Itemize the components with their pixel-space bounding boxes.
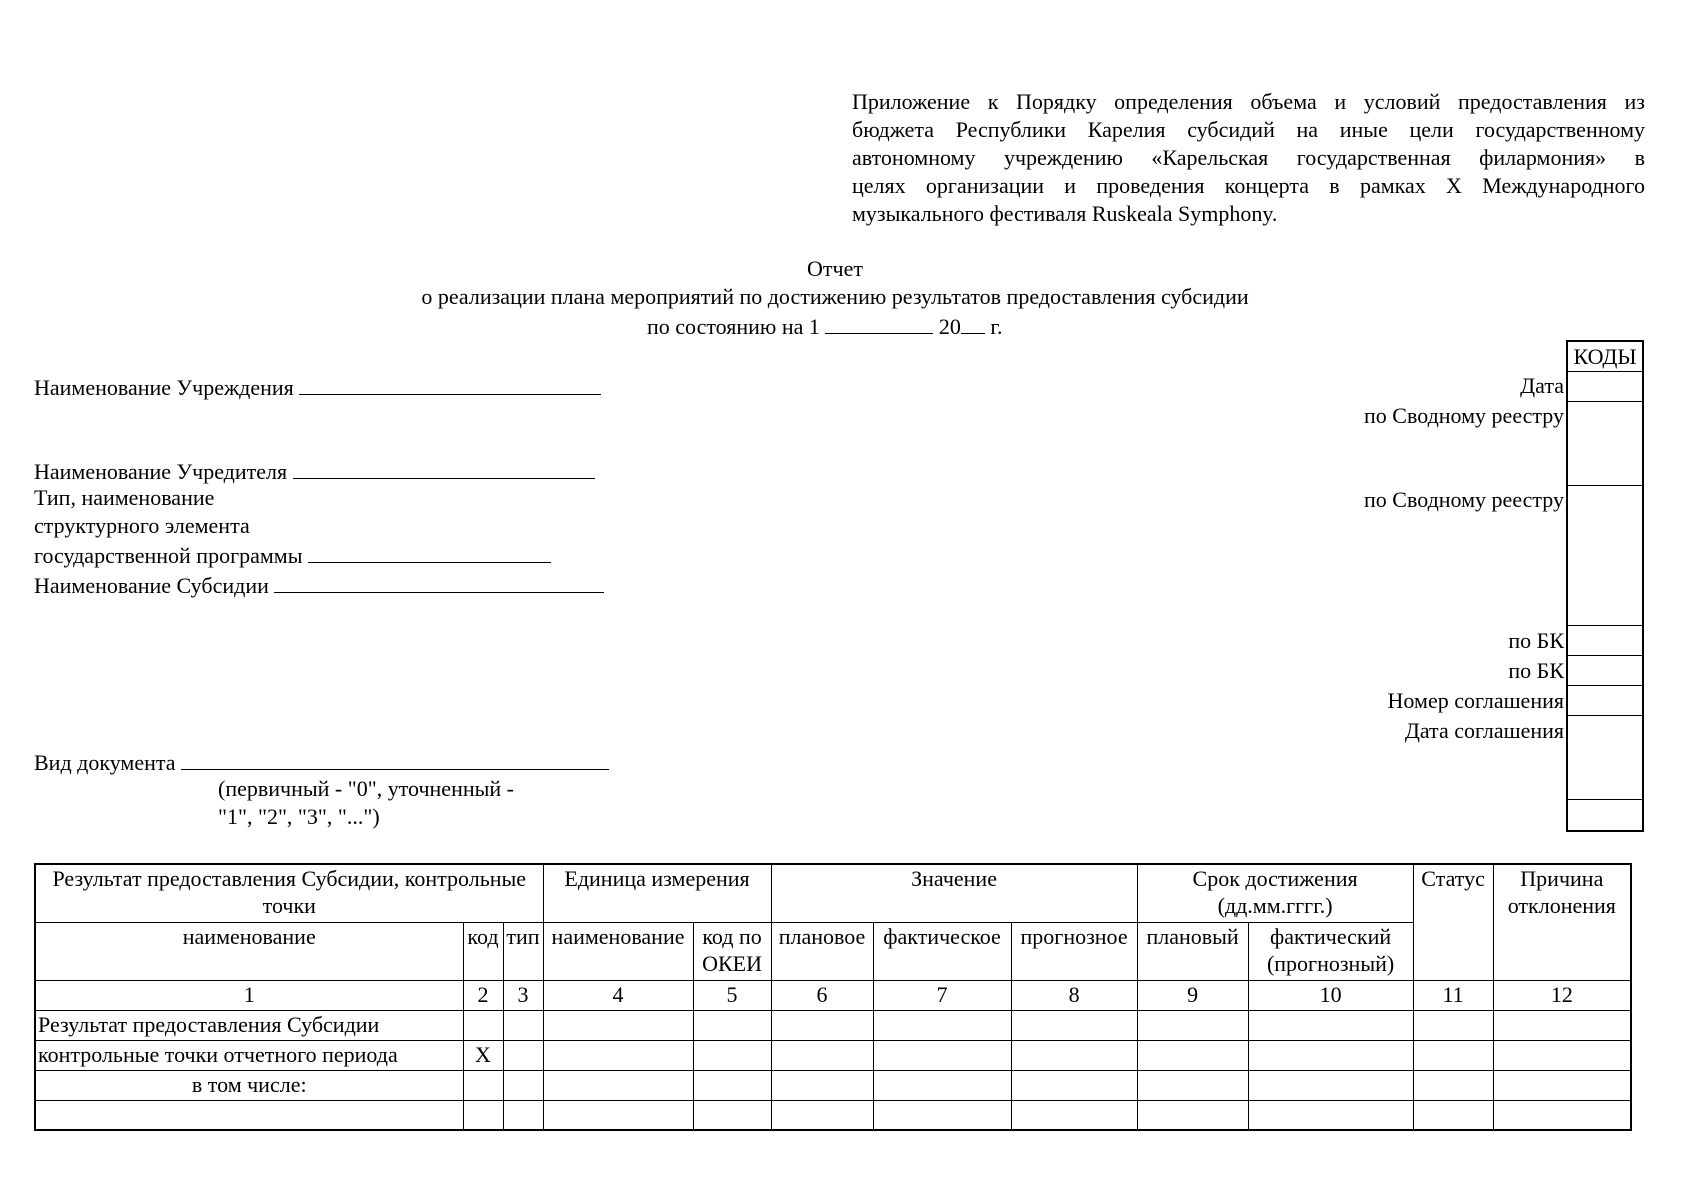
- table-cell[interactable]: [1413, 1100, 1493, 1130]
- subheader-type: тип: [503, 922, 543, 980]
- code-label-agreement-number: Номер соглашения: [1387, 688, 1564, 713]
- code-label-bk: по БК: [1508, 658, 1564, 683]
- col-number: 2: [463, 980, 503, 1010]
- table-cell[interactable]: [1493, 1100, 1631, 1130]
- program-label-3: государственной программы: [34, 543, 303, 568]
- date-year: 20: [938, 314, 961, 339]
- results-table: [34, 863, 1632, 1131]
- subheader-actual: фактическое: [873, 922, 1011, 980]
- year-blank[interactable]: [961, 311, 985, 334]
- report-subtitle: о реализации плана мероприятий по достижению результатов предоставления субсидии: [421, 284, 1249, 309]
- row-name[interactable]: Результат предоставления Субсидии: [35, 1010, 463, 1040]
- report-title: Отчет: [807, 256, 863, 281]
- program-field: [34, 540, 551, 570]
- subsidy-field: [34, 570, 604, 600]
- table-cell[interactable]: [503, 1070, 543, 1100]
- table-cell[interactable]: [1137, 1040, 1248, 1070]
- code-label-registry: по Сводному реестру: [1364, 403, 1564, 428]
- code-cell-registry[interactable]: [1568, 486, 1642, 626]
- subsidy-blank[interactable]: [274, 570, 604, 593]
- table-cell[interactable]: [543, 1010, 693, 1040]
- table-cell[interactable]: [873, 1070, 1011, 1100]
- founder-blank[interactable]: [293, 456, 595, 479]
- program-label-1: Тип, наименование: [34, 485, 215, 510]
- table-cell[interactable]: [693, 1100, 771, 1130]
- table-cell[interactable]: [1011, 1010, 1137, 1040]
- table-cell[interactable]: [1137, 1070, 1248, 1100]
- subsidy-label: Наименование Субсидии: [34, 573, 269, 598]
- column-number-row: [35, 980, 1631, 1010]
- table-cell[interactable]: [543, 1100, 693, 1130]
- month-blank[interactable]: [825, 311, 933, 334]
- code-cell-bk[interactable]: [1568, 656, 1642, 686]
- table-cell[interactable]: [771, 1040, 873, 1070]
- header-value: Значение: [771, 864, 1137, 922]
- table-cell[interactable]: [1248, 1010, 1413, 1040]
- table-cell[interactable]: [1248, 1040, 1413, 1070]
- row-name[interactable]: [35, 1100, 463, 1130]
- date-suffix: г.: [990, 314, 1003, 339]
- subheader-term-planned: плановый: [1137, 922, 1248, 980]
- table-cell[interactable]: [543, 1070, 693, 1100]
- codes-header: КОДЫ: [1568, 342, 1642, 372]
- doc-type-blank[interactable]: [181, 747, 609, 770]
- table-cell[interactable]: [1011, 1070, 1137, 1100]
- col-number: 8: [1011, 980, 1137, 1010]
- code-cell-registry[interactable]: [1568, 402, 1642, 486]
- table-cell[interactable]: [873, 1010, 1011, 1040]
- date-prefix: по состоянию на 1: [647, 314, 820, 339]
- col-number: 7: [873, 980, 1011, 1010]
- annex-line: автономному учреждению «Карельская государственная филармония» в: [852, 145, 1645, 170]
- doc-type-label: Вид документа: [34, 750, 176, 775]
- header-status: Статус: [1413, 864, 1493, 980]
- table-cell[interactable]: [771, 1070, 873, 1100]
- col-number: 9: [1137, 980, 1248, 1010]
- subheader-term-actual: фактический (прогнозный): [1248, 922, 1413, 980]
- table-cell[interactable]: [1413, 1010, 1493, 1040]
- subheader-okei: код по ОКЕИ: [693, 922, 771, 980]
- col-number: 6: [771, 980, 873, 1010]
- annex-line: музыкального фестиваля Ruskeala Symphony.: [852, 201, 1278, 226]
- col-number: 5: [693, 980, 771, 1010]
- table-cell[interactable]: [1011, 1100, 1137, 1130]
- code-cell-agreement-number[interactable]: [1568, 686, 1642, 716]
- subheader-code: код: [463, 922, 503, 980]
- col-number: 4: [543, 980, 693, 1010]
- doc-type-field: [34, 747, 609, 777]
- col-number: 1: [35, 980, 463, 1010]
- table-cell[interactable]: [693, 1070, 771, 1100]
- code-label-date: Дата: [1520, 373, 1564, 398]
- row-name[interactable]: в том числе:: [35, 1070, 463, 1100]
- founder-field: [34, 456, 595, 486]
- table-cell[interactable]: [503, 1040, 543, 1070]
- table-row: [35, 1070, 1631, 1100]
- row-name[interactable]: контрольные точки отчетного периода: [35, 1040, 463, 1070]
- table-cell[interactable]: [1493, 1070, 1631, 1100]
- subheader-name: наименование: [35, 922, 463, 980]
- table-cell[interactable]: [1413, 1070, 1493, 1100]
- table-row: [35, 1100, 1631, 1130]
- row-code[interactable]: [463, 1010, 503, 1040]
- row-code[interactable]: X: [463, 1040, 503, 1070]
- codes-box: [1566, 340, 1644, 832]
- program-label-2: структурного элемента: [34, 513, 250, 538]
- table-cell[interactable]: [873, 1100, 1011, 1130]
- annex-line: целях организации и проведения концерта в рамках X Международного: [852, 173, 1645, 198]
- code-label-bk: по БК: [1508, 628, 1564, 653]
- table-cell[interactable]: [1493, 1010, 1631, 1040]
- subheader-planned: плановое: [771, 922, 873, 980]
- subheader-unit-name: наименование: [543, 922, 693, 980]
- table-cell[interactable]: [1248, 1100, 1413, 1130]
- table-cell[interactable]: [503, 1010, 543, 1040]
- col-number: 10: [1248, 980, 1413, 1010]
- col-number: 11: [1413, 980, 1493, 1010]
- header-result: Результат предоставления Субсидии, контрольные точки: [35, 864, 543, 922]
- table-cell[interactable]: [693, 1040, 771, 1070]
- table-cell[interactable]: [543, 1040, 693, 1070]
- header-term: Срок достижения (дд.мм.гггг.): [1137, 864, 1413, 922]
- institution-field: [34, 372, 601, 402]
- code-cell-date[interactable]: [1568, 372, 1642, 402]
- header-unit: Единица измерения: [543, 864, 771, 922]
- founder-label: Наименование Учредителя: [34, 459, 288, 484]
- table-cell[interactable]: [1413, 1040, 1493, 1070]
- table-row: [35, 1040, 1631, 1070]
- table-cell[interactable]: [1137, 1010, 1248, 1040]
- table-row: [35, 1010, 1631, 1040]
- doc-hint-2: "1", "2", "3", "..."): [218, 804, 380, 829]
- table-subheader-row: [35, 922, 1631, 980]
- table-cell[interactable]: [873, 1040, 1011, 1070]
- table-cell[interactable]: [1248, 1070, 1413, 1100]
- subheader-forecast: прогнозное: [1011, 922, 1137, 980]
- table-header-row: [35, 864, 1631, 922]
- table-cell[interactable]: [771, 1100, 873, 1130]
- table-cell[interactable]: [1011, 1040, 1137, 1070]
- table-cell[interactable]: [771, 1010, 873, 1040]
- row-code[interactable]: [463, 1070, 503, 1100]
- doc-hint-1: (первичный - "0", уточненный -: [218, 776, 514, 801]
- code-cell-agreement-date[interactable]: [1568, 716, 1642, 800]
- code-cell-extra[interactable]: [1568, 800, 1642, 830]
- table-cell[interactable]: [503, 1100, 543, 1130]
- code-cell-bk[interactable]: [1568, 626, 1642, 656]
- col-number: 12: [1493, 980, 1631, 1010]
- row-code[interactable]: [463, 1100, 503, 1130]
- table-cell[interactable]: [693, 1010, 771, 1040]
- institution-label: Наименование Учреждения: [34, 375, 294, 400]
- table-cell[interactable]: [1493, 1040, 1631, 1070]
- header-reason: Причина отклонения: [1493, 864, 1631, 980]
- annex-line: Приложение к Порядку определения объема и условий предоставления из: [852, 89, 1645, 114]
- report-date-line: [647, 311, 1002, 341]
- table-cell[interactable]: [1137, 1100, 1248, 1130]
- program-blank[interactable]: [308, 540, 551, 563]
- code-label-agreement-date: Дата соглашения: [1404, 718, 1564, 743]
- institution-blank[interactable]: [299, 372, 601, 395]
- col-number: 3: [503, 980, 543, 1010]
- annex-note: [852, 88, 1645, 228]
- code-label-registry: по Сводному реестру: [1364, 487, 1564, 512]
- annex-line: бюджета Республики Карелия субсидий на иные цели государственному: [852, 117, 1645, 142]
